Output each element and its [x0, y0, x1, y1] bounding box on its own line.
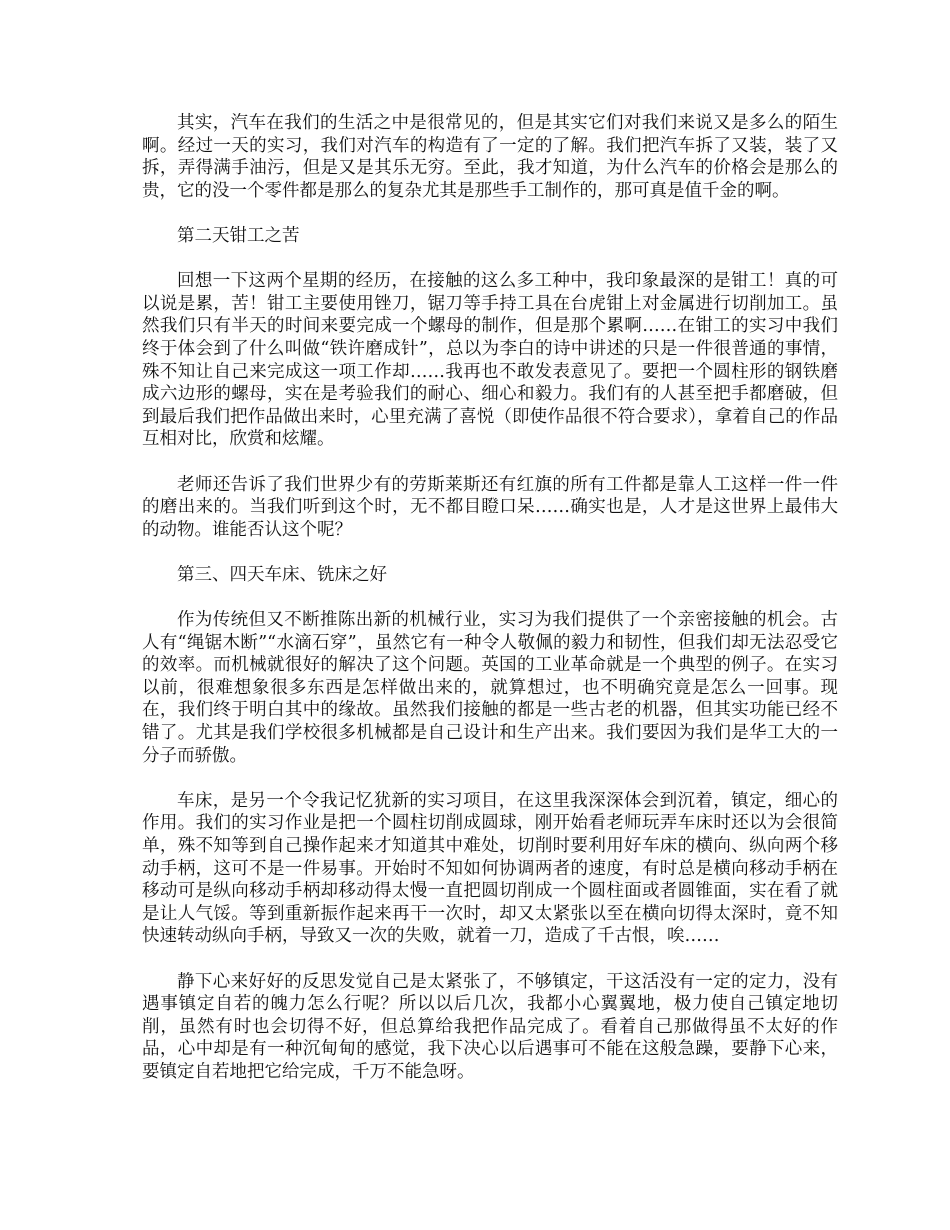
paragraph-fitter-experience: 回想一下这两个星期的经历，在接触的这么多工种中，我印象最深的是钳工！真的可以说是累，苦！钳工主要使用锉刀，锯刀等手持工具在台虎钳上对金属进行切削加工。虽然我们只有半天的时间来要完成一个螺母的制作，但是那个累啊……在钳工的实习中我们终于体会到了什么叫做“铁许磨成针”，总以为李白的诗中讲述的只是一件很普通的事情，殊不知让自己来完成这一项工作却……我再也不敢发表意见了。要把一个圆柱形的钢铁磨成六边形的螺母，实在是考验我们的耐心、细心和毅力。我们有的人甚至把手都磨破，但到最后我们把作品做出来时，心里充满了喜悦（即使作品很不符合要求），拿着自己的作品互相对比，欣赏和炫耀。: [142, 271, 838, 450]
paragraph-car-intro: 其实，汽车在我们的生活之中是很常见的，但是其实它们对我们来说又是多么的陌生啊。经过一天的实习，我们对汽车的构造有了一定的了解。我们把汽车拆了又装，装了又拆，弄得满手油污，但是又是其乐无穷。至此，我才知道，为什么汽车的价格会是那么的贵，它的没一个零件都是那么的复杂尤其是那些手工制作的，那可真是值千金的啊。: [142, 113, 838, 201]
paragraph-lathe-experience: 车床，是另一个令我记忆犹新的实习项目，在这里我深深体会到沉着，镇定，细心的作用。我们的实习作业是把一个圆柱切削成圆球，刚开始看老师玩弄车床时还以为会很简单，殊不知等到自己操作起来才知道其中难处，切削时要利用好车床的横向、纵向两个移动手柄，这可不是一件易事。开始时不知如何协调两者的速度，有时总是横向移动手柄在移动可是纵向移动手柄却移动得太慢一直把圆切削成一个圆柱面或者圆锥面，实在看了就是让人气馁。等到重新振作起来再干一次时，却又太紧张以至在横向切得太深时，竟不知快速转动纵向手柄，导致又一次的失败，就着一刀，造成了千古恨，唉……: [142, 790, 838, 947]
paragraph-reflection: 静下心来好好的反思发觉自己是太紧张了，不够镇定，干这活没有一定的定力，没有遇事镇定自若的魄力怎么行呢？所以以后几次，我都小心翼翼地，极力使自己镇定地切削，虽然有时也会切得不好，但总算给我把作品完成了。看着自己那做得虽不太好的作品，心中却是有一种沉甸甸的感觉，我下决心以后遇事可不能在这般急躁，要静下心来，要镇定自若地把它给完成，千万不能急呀。: [142, 971, 838, 1082]
section-heading-day3-4: 第三、四天车床、铣床之好: [177, 564, 387, 585]
section-heading-day2: 第二天钳工之苦: [177, 225, 300, 246]
paragraph-teacher-story: 老师还告诉了我们世界少有的劳斯莱斯还有红旗的所有工件都是靠人工这样一件一件的磨出来的。当我们听到这个时，无不都目瞪口呆……确实也是，人才是这世界上最伟大的动物。谁能否认这个呢？: [142, 474, 838, 540]
paragraph-machinery-industry: 作为传统但又不断推陈出新的机械行业，实习为我们提供了一个亲密接触的机会。古人有“绳锯木断”“水滴石穿”，虽然它有一种令人敬佩的毅力和韧性，但我们却无法忍受它的效率。而机械就很好的解决了这个问题。英国的工业革命就是一个典型的例子。在实习以前，很难想象很多东西是怎样做出来的，就算想过，也不明确究竟是怎么一回事。现在，我们终于明白其中的缘故。虽然我们接触的都是一些古老的机器，但其实功能已经不错了。尤其是我们学校很多机械都是自己设计和生产出来。我们要因为我们是华工大的一分子而骄傲。: [142, 610, 838, 766]
document-body: [142, 112, 838, 1106]
